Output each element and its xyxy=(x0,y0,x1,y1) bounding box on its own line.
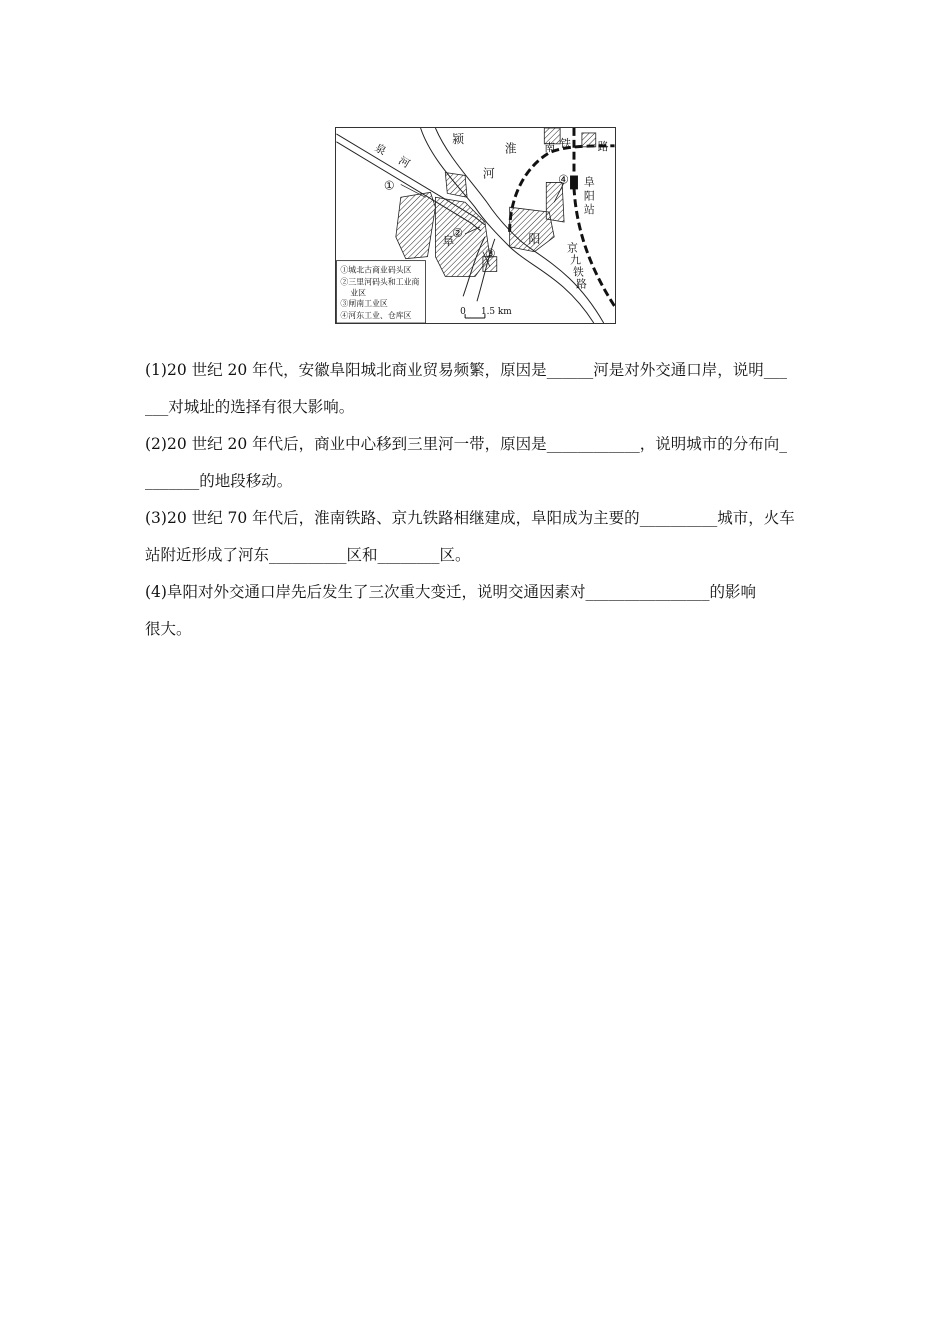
question-text: 区和 xyxy=(346,546,378,564)
answer-blank[interactable]: ________ xyxy=(377,546,440,564)
label-jingjiu-2: 九 xyxy=(570,253,581,267)
question-2 xyxy=(145,426,810,500)
marker-2: ② xyxy=(452,225,463,240)
question-text: 的影响 xyxy=(709,583,756,601)
answer-blank[interactable]: _______ xyxy=(145,472,200,490)
scale-distance: 1.5 km xyxy=(480,307,512,318)
label-huainan-4: 路 xyxy=(597,139,609,153)
label-station-2: 阳 xyxy=(583,189,595,203)
label-fu-river-2: 河 xyxy=(396,153,413,171)
label-station-1: 阜 xyxy=(583,175,595,189)
marker-3: ③ xyxy=(484,246,496,261)
label-jingjiu-1: 京 xyxy=(567,241,578,255)
question-1-line-1 xyxy=(145,352,810,389)
question-4-line-1 xyxy=(145,574,810,611)
scale-zero: 0 xyxy=(460,307,466,318)
question-text: (1)20 世纪 20 年代，安徽阜阳城北商业贸易频繁，原因是 xyxy=(145,361,547,379)
question-1 xyxy=(145,352,810,426)
label-huainan-3: 铁 xyxy=(560,136,572,150)
question-text: (3)20 世纪 70 年代后，淮南铁路、京九铁路相继建成，阜阳成为主要的 xyxy=(145,509,640,527)
label-ying-river-1: 颍 xyxy=(452,131,465,146)
city-map-svg xyxy=(336,128,615,323)
label-fu-river-1: 泉 xyxy=(372,141,389,158)
marker-1: ① xyxy=(383,178,395,193)
answer-blank[interactable]: __________ xyxy=(269,546,347,564)
question-1-line-2 xyxy=(145,389,810,426)
answer-blank[interactable]: __________ xyxy=(639,509,718,527)
question-text: (4)阜阳对外交通口岸先后发生了三次重大变迁，说明交通因素对 xyxy=(145,583,586,601)
question-text: ，说明城市的分布向 xyxy=(639,435,780,453)
district-2-north-area xyxy=(445,173,467,198)
answer-blank[interactable]: ___ xyxy=(145,398,169,416)
label-jingjiu-4: 路 xyxy=(575,277,587,291)
question-text: 区。 xyxy=(439,546,471,564)
question-text: 河是对外交通口岸，说明 xyxy=(593,361,764,379)
label-jingjiu-3: 铁 xyxy=(573,265,584,279)
answer-blank[interactable]: ______ xyxy=(546,361,594,379)
marker-4: ④ xyxy=(558,172,569,187)
question-text: 站附近形成了河东 xyxy=(145,546,270,564)
answer-blank[interactable]: ____________ xyxy=(546,435,640,453)
question-3 xyxy=(145,500,810,574)
label-city-1: 阜 xyxy=(442,233,455,248)
label-huainan-2: 南 xyxy=(544,140,556,154)
question-text: 很大。 xyxy=(145,620,192,638)
question-3-line-1 xyxy=(145,500,810,537)
question-4 xyxy=(145,574,810,648)
legend-item-3: ③闸南工业区 xyxy=(340,299,388,309)
legend-item-4: ④河东工业、仓库区 xyxy=(340,311,412,321)
question-text: 对城址的选择有很大影响。 xyxy=(168,398,355,416)
question-text: 城市，火车 xyxy=(717,509,795,527)
question-text: 的地段移动。 xyxy=(199,472,293,490)
district-1-area xyxy=(396,192,436,258)
answer-blank[interactable]: ________________ xyxy=(585,583,710,601)
label-ying-river-2: 河 xyxy=(482,166,495,181)
answer-blank[interactable]: ___ xyxy=(763,361,787,379)
label-city-2: 阳 xyxy=(528,231,541,246)
legend-item-2-cont: 业区 xyxy=(350,288,367,298)
question-list xyxy=(145,352,810,648)
legend-item-2: ②三里河码头和工业商 xyxy=(340,277,420,287)
question-4-line-2 xyxy=(145,611,810,648)
legend-item-1: ①城北古商业码头区 xyxy=(340,265,412,275)
question-text: (2)20 世纪 20 年代后，商业中心移到三里河一带，原因是 xyxy=(145,435,547,453)
question-2-line-2 xyxy=(145,463,810,500)
city-map-figure xyxy=(335,127,616,324)
fuyang-station-marker xyxy=(570,176,578,190)
question-2-line-1 xyxy=(145,426,810,463)
huainan-hatch-2 xyxy=(582,133,596,147)
answer-blank[interactable]: _ xyxy=(779,435,787,453)
label-station-3: 站 xyxy=(583,203,595,217)
label-huainan-1: 淮 xyxy=(504,141,517,156)
question-3-line-2 xyxy=(145,537,810,574)
